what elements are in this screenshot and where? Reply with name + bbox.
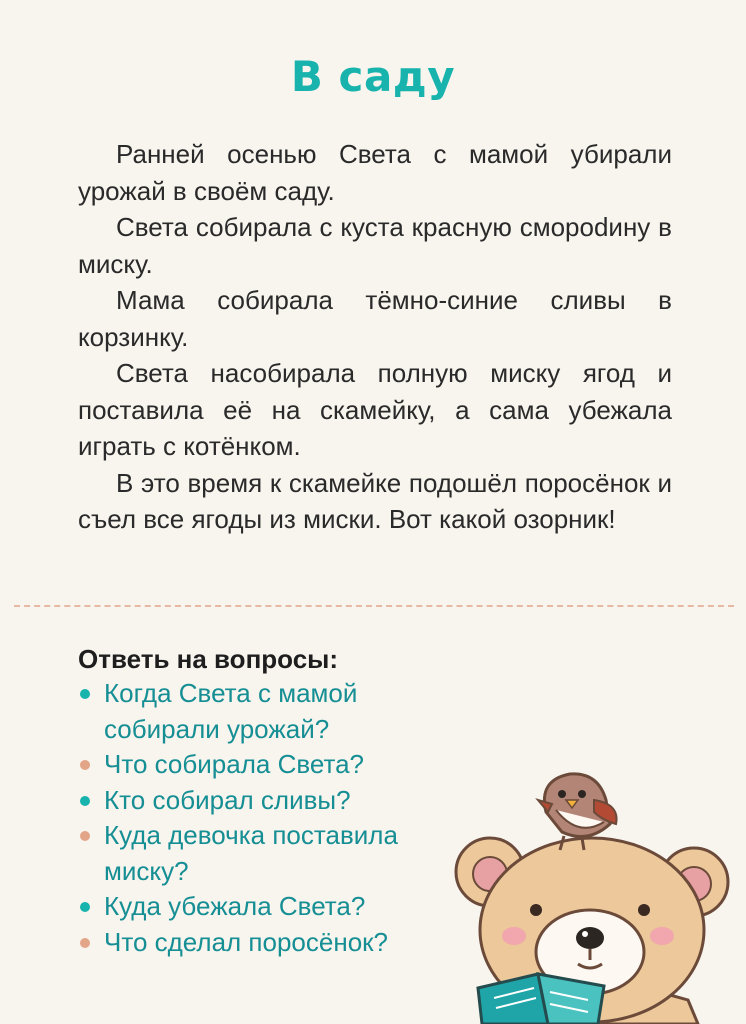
page-title: В саду <box>290 52 456 101</box>
bullet-dot-icon <box>80 938 90 948</box>
question-item <box>78 747 438 783</box>
question-item <box>78 783 438 819</box>
question-text: Что собирала Света? <box>104 749 364 779</box>
story-text <box>78 136 672 538</box>
question-text: Кто собирал сливы? <box>104 784 351 815</box>
question-item <box>78 925 438 961</box>
bullet-dot-icon <box>80 831 90 841</box>
questions-list <box>78 676 438 960</box>
bullet-dot-icon <box>80 796 90 806</box>
question-item <box>78 889 438 925</box>
question-text: Куда девочка поставила миску? <box>104 820 398 886</box>
question-text: Когда Света с мамой собирали урожай? <box>104 678 358 744</box>
question-item <box>78 676 438 747</box>
story-paragraph: Ранней осенью Света с мамой убирали урожай в своём саду. <box>78 139 672 206</box>
book-icon <box>478 974 604 1024</box>
dashed-divider <box>14 605 734 607</box>
story-paragraph: Мама собирала тёмно-синие сливы в корзинку. <box>78 285 672 352</box>
question-item <box>78 818 438 889</box>
bullet-dot-icon <box>80 760 90 770</box>
questions-title: Ответь на вопросы: <box>78 644 339 674</box>
bullet-dot-icon <box>80 902 90 912</box>
bear-reading-illustration <box>438 760 746 1024</box>
story-paragraph: В это время к скамейке подошёл поросёнок и съел все ягоды из миски. Вот какой озорник! <box>78 467 672 534</box>
story-paragraph: Света насобирала полную миску ягод и поставила её на скамейку, а сама убежала играть с котёнком. <box>78 358 672 461</box>
story-paragraph: Света собирала с куста красную смороdину в миску. <box>78 212 672 279</box>
bullet-dot-icon <box>80 689 90 699</box>
question-text: Что сделал поросёнок? <box>104 926 388 957</box>
question-text: Куда убежала Света? <box>104 891 366 921</box>
